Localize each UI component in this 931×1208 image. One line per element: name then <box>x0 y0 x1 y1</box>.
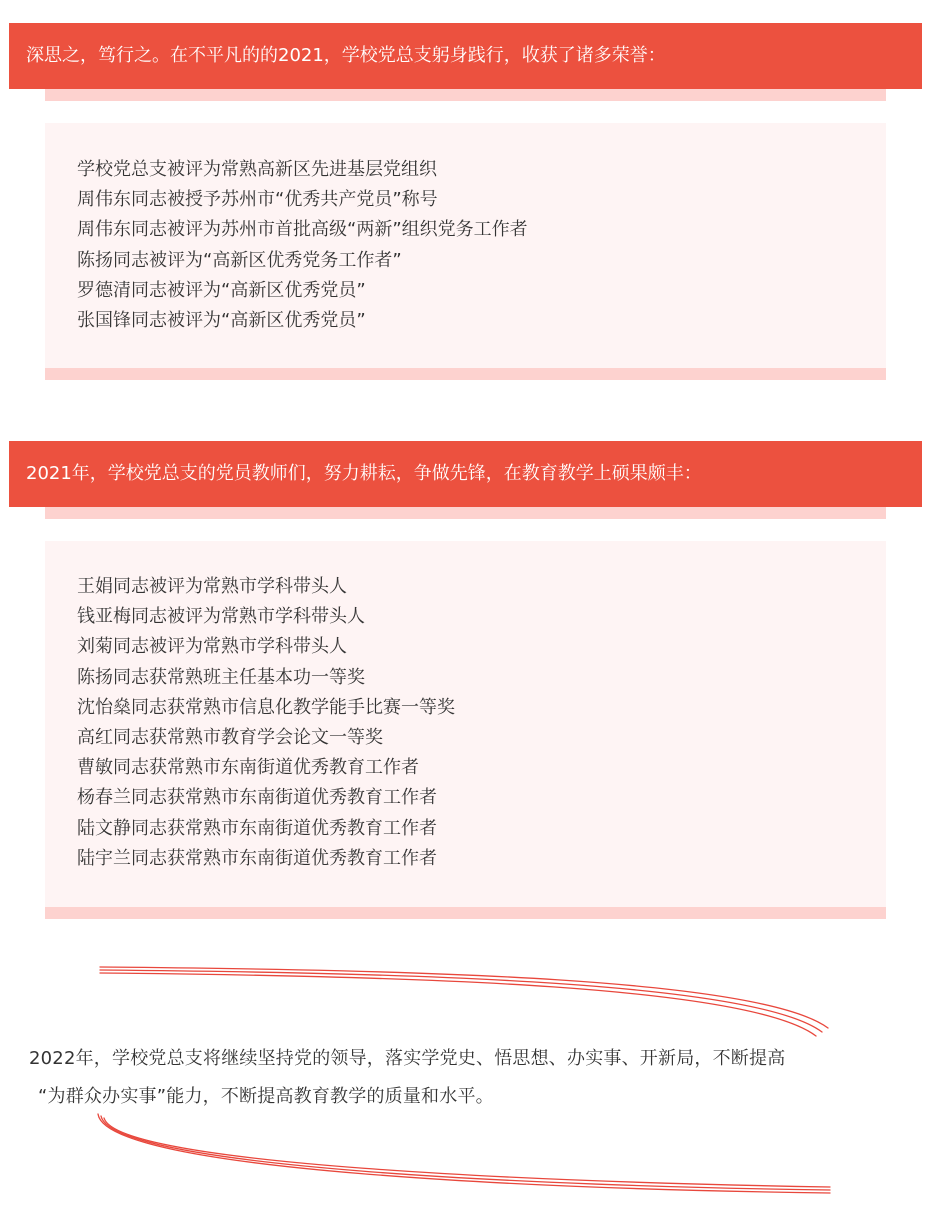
list-item: 刘菊同志被评为常熟市学科带头人 <box>77 636 347 658</box>
list-item: 王娟同志被评为常熟市学科带头人 <box>77 576 347 597</box>
list-item: 曹敏同志获常熟市东南街道优秀教育工作者 <box>77 757 419 779</box>
honors-list <box>77 155 528 336</box>
honors-card <box>45 123 886 380</box>
list-item: 杨春兰同志获常熟市东南街道优秀教育工作者 <box>77 787 437 809</box>
heading-underline-strip <box>45 89 886 101</box>
list-item: 周伟东同志被授予苏州市“优秀共产党员”称号 <box>77 189 438 211</box>
list-item: 陆宇兰同志获常熟市东南街道优秀教育工作者 <box>77 847 437 869</box>
list-item: 陆文静同志获常熟市东南街道优秀教育工作者 <box>77 817 437 839</box>
section-heading-text: 2021年，学校党总支的党员教师们，努力耕耘，争做先锋，在教育教学上硕果颇丰： <box>26 463 702 484</box>
closing-line: 2022年，学校党总支将继续坚持党的领导，落实学党史、悟思想、办实事、开新局，不断提高 <box>29 1048 786 1069</box>
list-item: 高红同志获常熟市教育学会论文一等奖 <box>77 727 383 749</box>
list-item: 罗德清同志被评为“高新区优秀党员” <box>77 279 366 301</box>
achievements-card <box>45 541 886 919</box>
list-item: 学校党总支被评为常熟高新区先进基层党组织 <box>77 159 437 180</box>
section-heading-text: 深思之，笃行之。在不平凡的的2021，学校党总支躬身践行，收获了诸多荣誉： <box>26 45 666 66</box>
closing-block <box>0 960 931 1200</box>
list-item: 钱亚梅同志被评为常熟市学科带头人 <box>77 606 365 628</box>
section-heading-banner <box>9 441 922 507</box>
list-item: 陈扬同志获常熟班主任基本功一等奖 <box>77 666 365 688</box>
section-heading-banner <box>9 23 922 89</box>
achievements-list <box>77 572 455 874</box>
list-item: 沈怡燊同志获常熟市信息化教学能手比赛一等奖 <box>77 696 455 718</box>
closing-line: “为群众办实事”能力，不断提高教育教学的质量和水平。 <box>38 1086 494 1107</box>
list-item: 陈扬同志被评为“高新区优秀党务工作者” <box>77 249 402 271</box>
heading-underline-strip <box>45 507 886 519</box>
list-item: 周伟东同志被评为苏州市首批高级“两新”组织党务工作者 <box>77 219 528 241</box>
list-item: 张国锋同志被评为“高新区优秀党员” <box>77 310 366 332</box>
